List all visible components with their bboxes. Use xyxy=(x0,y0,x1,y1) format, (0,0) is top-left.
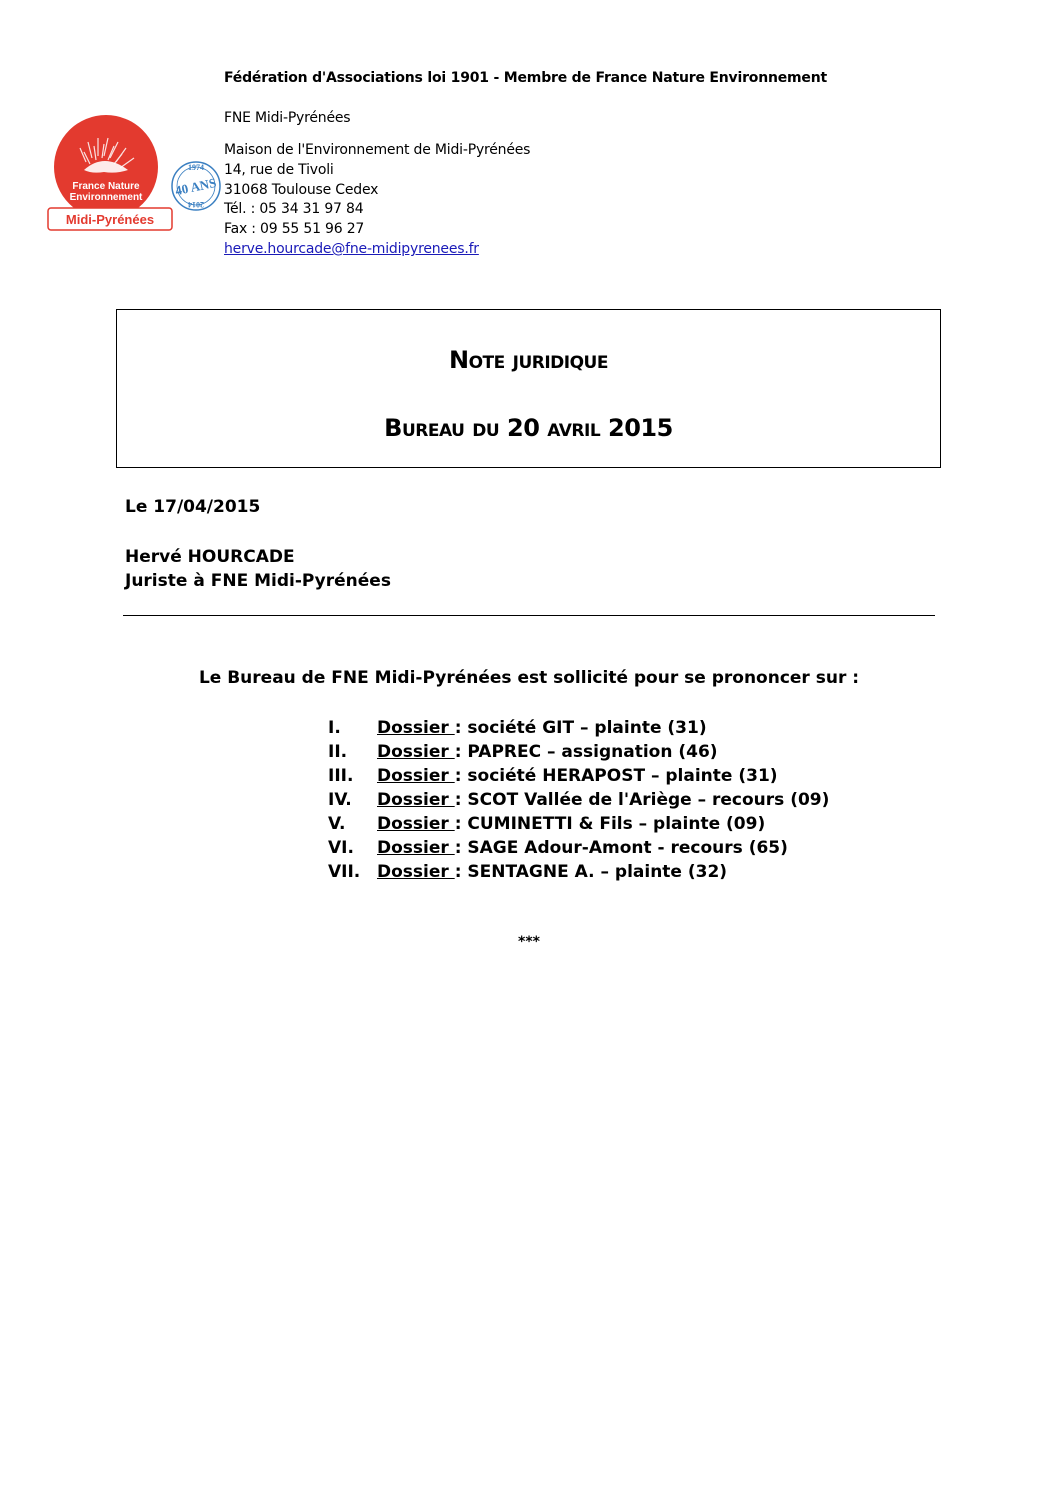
item-text: : société GIT – plainte (31) xyxy=(454,718,707,738)
title-box xyxy=(116,309,941,468)
item-number: V. xyxy=(328,814,346,834)
document-subtitle: Bureau du 20 avril 2015 xyxy=(384,414,673,442)
logo-region: Midi-Pyrénées xyxy=(65,212,155,227)
item-number: VII. xyxy=(328,862,361,882)
logo-line1: France Nature xyxy=(72,181,140,192)
address-line: 14, rue de Tivoli xyxy=(224,161,334,178)
document-title: Note juridique xyxy=(449,346,608,374)
item-number: II. xyxy=(328,742,348,762)
divider xyxy=(123,615,935,616)
fne-logo xyxy=(46,112,224,234)
item-number: IV. xyxy=(328,790,352,810)
item-text: : PAPREC – assignation (46) xyxy=(454,742,718,762)
author-name: Hervé HOURCADE xyxy=(125,547,295,567)
item-number: VI. xyxy=(328,838,354,858)
item-text: : SCOT Vallée de l'Ariège – recours (09) xyxy=(454,790,830,810)
item-label: Dossier xyxy=(377,814,455,834)
org-name: FNE Midi-Pyrénées xyxy=(224,110,351,126)
intro-text: Le Bureau de FNE Midi-Pyrénées est sollicité pour se prononcer sur : xyxy=(198,668,860,688)
author-block xyxy=(125,545,391,593)
fax-line: Fax : 09 55 51 96 27 xyxy=(224,221,365,238)
item-label: Dossier xyxy=(377,862,455,882)
badge-year-top: 1974 xyxy=(188,163,204,172)
item-text: : SENTAGNE A. – plainte (32) xyxy=(454,862,728,882)
item-text: : société HERAPOST – plainte (31) xyxy=(454,766,778,786)
item-number: III. xyxy=(328,766,354,786)
item-text: : CUMINETTI & Fils – plainte (09) xyxy=(454,814,766,834)
address-block xyxy=(224,141,530,260)
phone-line: Tél. : 05 34 31 97 84 xyxy=(224,201,364,218)
item-label: Dossier xyxy=(377,766,455,786)
logo-line2: Environnement xyxy=(69,192,143,203)
item-number: I. xyxy=(328,718,341,738)
item-label: Dossier xyxy=(377,838,455,858)
closing-stars: *** xyxy=(518,934,540,950)
address-line: 31068 Toulouse Cedex xyxy=(224,181,379,198)
item-text: : SAGE Adour-Amont - recours (65) xyxy=(454,838,788,858)
address-line: Maison de l'Environnement de Midi-Pyrénées xyxy=(224,142,531,158)
item-label: Dossier xyxy=(377,718,455,738)
email-link[interactable]: herve.hourcade@fne-midipyrenees.fr xyxy=(224,240,479,257)
badge-year-bottom: 2014 xyxy=(188,200,204,209)
item-label: Dossier xyxy=(377,790,455,810)
federation-line: Fédération d'Associations loi 1901 - Membre de France Nature Environnement xyxy=(224,70,827,86)
item-label: Dossier xyxy=(377,742,455,762)
document-date: Le 17/04/2015 xyxy=(125,497,261,517)
author-role: Juriste à FNE Midi-Pyrénées xyxy=(125,571,391,591)
badge-text: 40 ANS xyxy=(173,174,218,199)
